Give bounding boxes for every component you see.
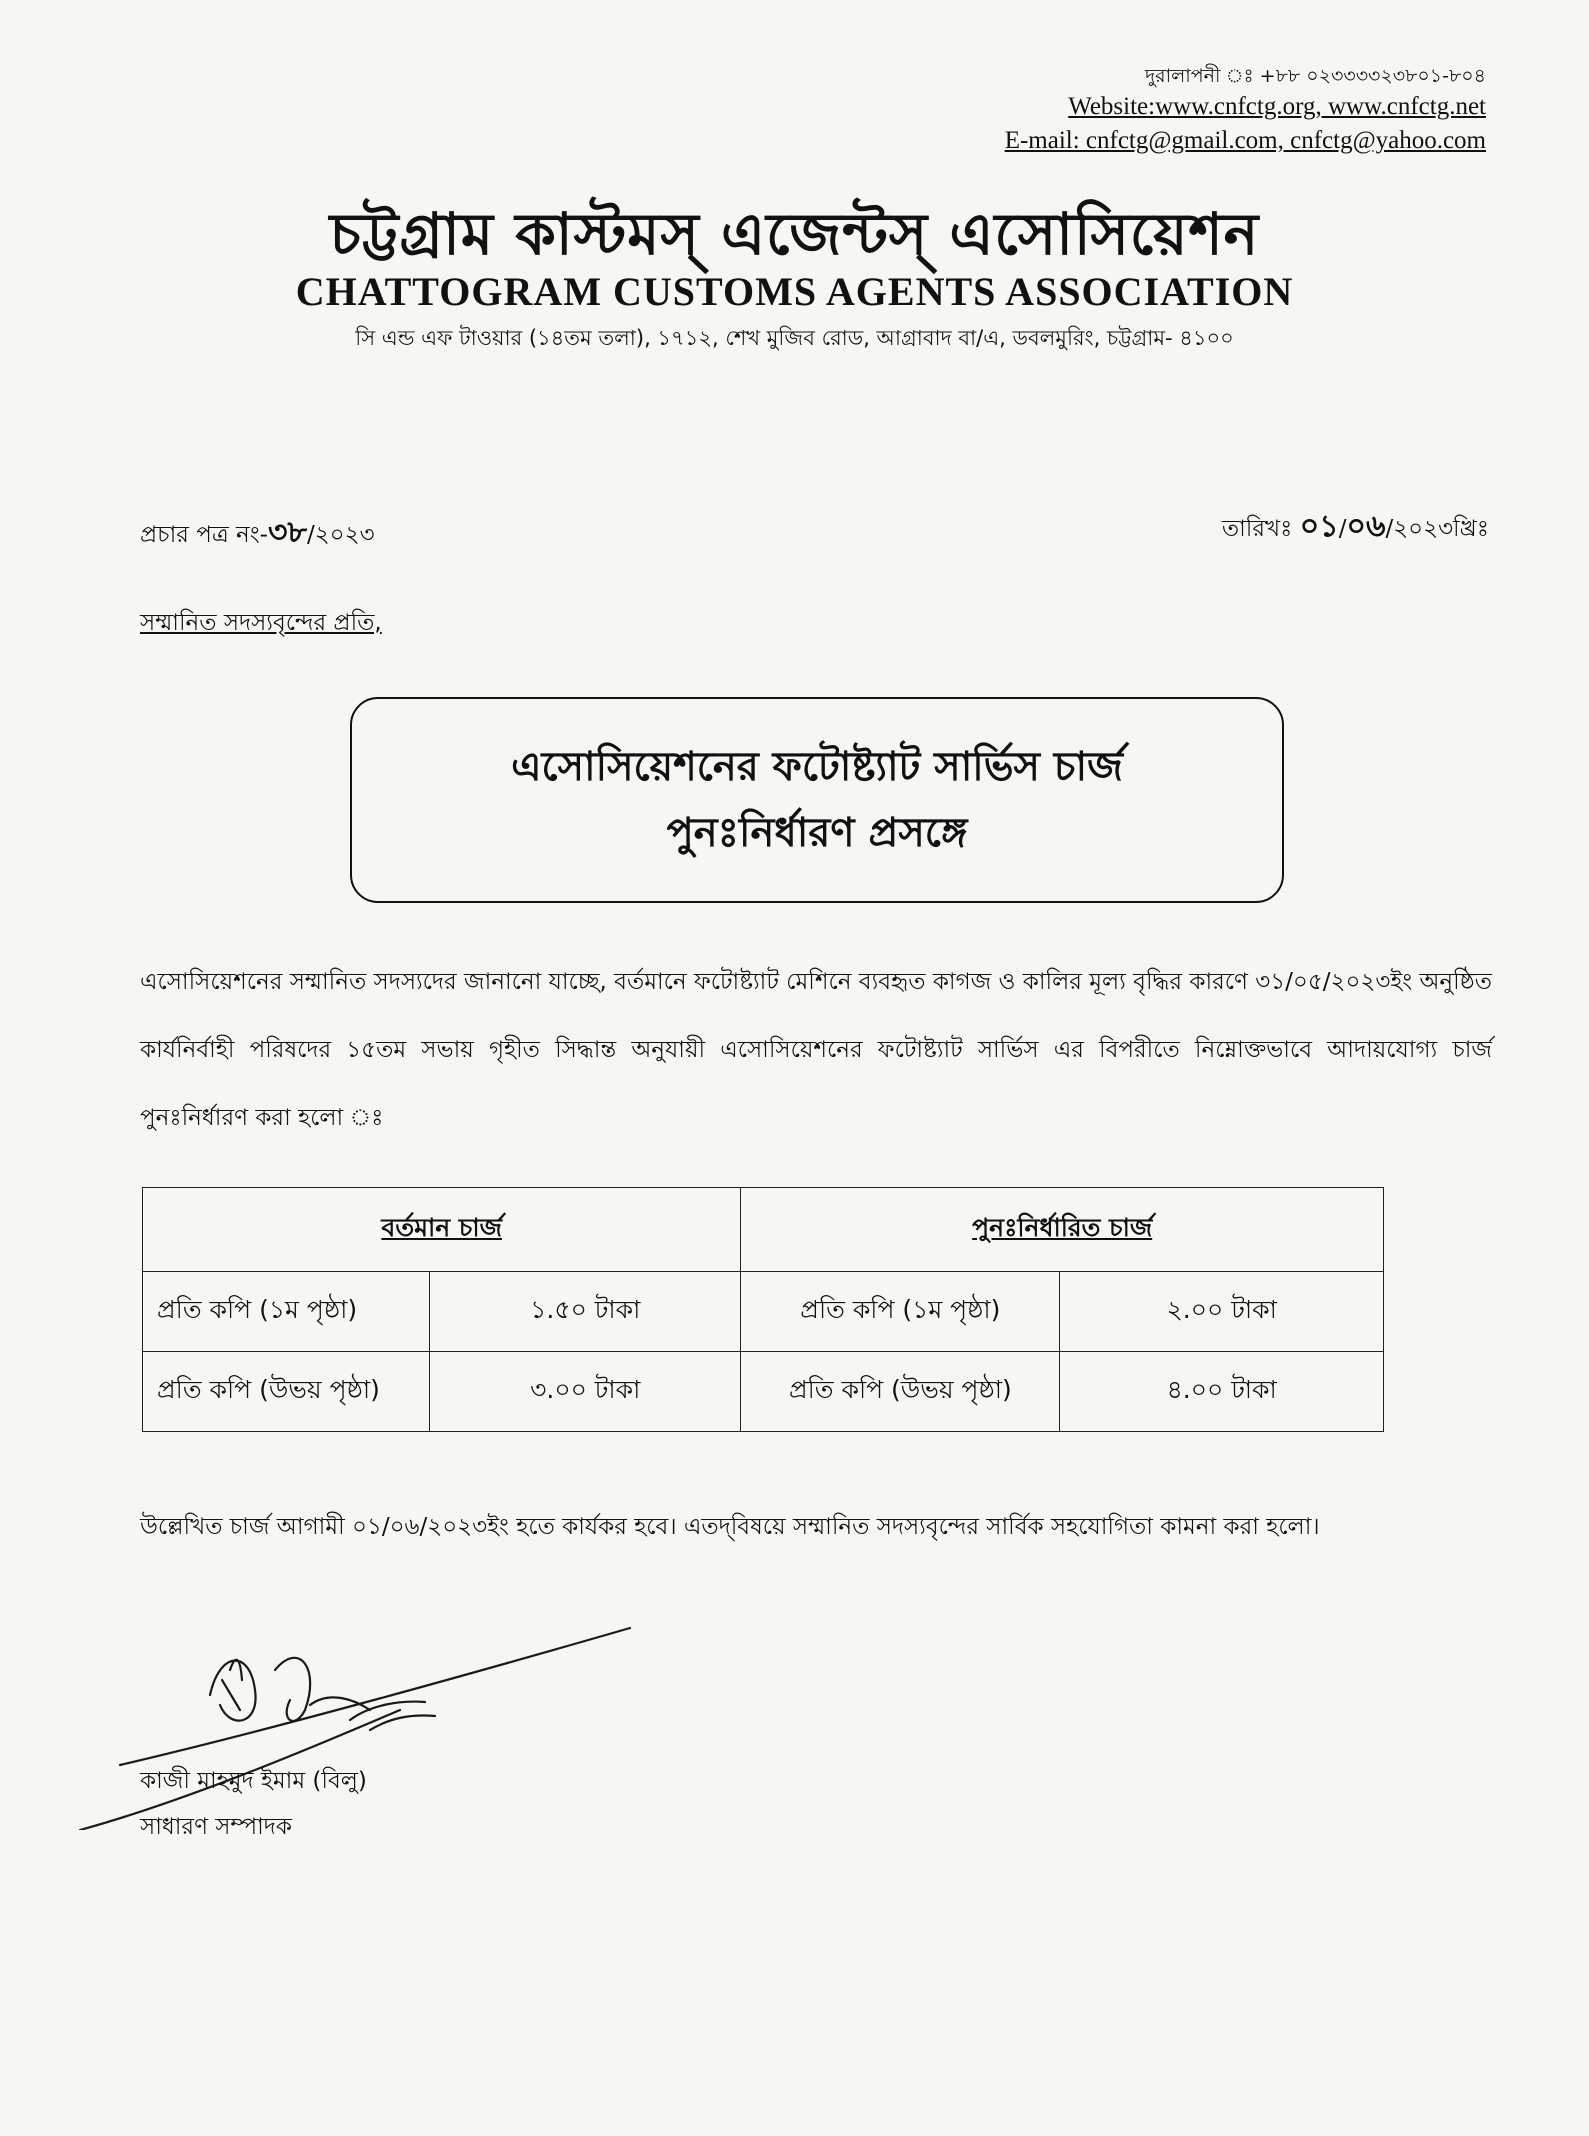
revised-label-cell: প্রতি কপি (১ম পৃষ্ঠা) bbox=[741, 1272, 1060, 1352]
header-current-charge: বর্তমান চার্জ bbox=[143, 1188, 741, 1272]
revised-value-cell: ৪.০০ টাকা bbox=[1060, 1352, 1384, 1432]
signatory-name: কাজী মাহমুদ ইমাম (বিলু) bbox=[140, 1768, 367, 1794]
current-value-cell: ৩.০০ টাকা bbox=[430, 1352, 741, 1432]
date-label: তারিখঃ bbox=[1221, 516, 1293, 542]
circular-number bbox=[140, 508, 375, 559]
email-link[interactable]: E-mail: cnfctg@gmail.com, cnfctg@yahoo.com bbox=[1004, 127, 1486, 154]
body-paragraph: এসোসিয়েশনের সম্মানিত সদস্যদের জানানো যাচ্ছে, বর্তমানে ফটোষ্ট্যাট মেশিনে ব্যবহৃত কাগজ ও কালির মূল্য বৃদ্ধির কারণে ৩১/০৫/২০২৩ইং অনুষ্ঠিত কার্যনির্বাহী পরিষদের ১৫তম সভায় গৃহীত সিদ্ধান্ত অনুযায়ী এসোসিয়েশনের ফটোষ্ট্যাট সার্ভিস এর বিপরীতে নিম্নোক্তভাবে আদায়যোগ্য চার্জ পুনঃনির্ধারণ করা হলো ঃ bbox=[140, 969, 1492, 1131]
subject-box bbox=[350, 697, 1284, 903]
website-link[interactable]: Website:www.cnfctg.org, www.cnfctg.net bbox=[1068, 93, 1486, 120]
table-row bbox=[143, 1272, 1384, 1352]
closing-paragraph: উল্লেখিত চার্জ আগামী ০১/০৬/২০২৩ইং হতে কার্যকর হবে। এতদ্‌বিষয়ে সম্মানিত সদস্যবৃন্দের সার্বিক সহযোগিতা কামনা করা হলো। bbox=[140, 1514, 1320, 1540]
table-row bbox=[143, 1352, 1384, 1432]
circular-number-handwritten: ৩৮ bbox=[267, 515, 307, 550]
date-month-handwritten: ০৬ bbox=[1346, 509, 1386, 544]
current-label-cell: প্রতি কপি (উভয় পৃষ্ঠা) bbox=[143, 1352, 430, 1432]
contact-block bbox=[1005, 62, 1486, 158]
circular-label: প্রচার পত্র নং- bbox=[140, 522, 268, 548]
letter-date: তারিখঃ ০১/০৬/২০২৩খ্রিঃ bbox=[1221, 509, 1489, 544]
table-header-row bbox=[143, 1188, 1384, 1272]
date-year: /২০২৩খ্রিঃ bbox=[1385, 516, 1489, 542]
current-label-cell: প্রতি কপি (১ম পৃষ্ঠা) bbox=[143, 1272, 430, 1352]
circular-year: /২০২৩ bbox=[306, 522, 375, 548]
phone-number: দুরালাপনী ঃ +৮৮ ০২৩৩৩৩২৩৮০১-৮০৪ bbox=[1145, 65, 1486, 87]
revised-label-cell: প্রতি কপি (উভয় পৃষ্ঠা) bbox=[741, 1352, 1060, 1432]
org-name-bangla: চট্টগ্রাম কাস্টমস্ এজেন্টস্ এসোসিয়েশন bbox=[329, 200, 1260, 268]
current-value-cell: ১.৫০ টাকা bbox=[430, 1272, 741, 1352]
salutation: সম্মানিত সদস্যবৃন্দের প্রতি, bbox=[140, 610, 382, 636]
subject-line-1: এসোসিয়েশনের ফটোষ্ট্যাট সার্ভিস চার্জ bbox=[511, 744, 1123, 790]
org-address: সি এন্ড এফ টাওয়ার (১৪তম তলা), ১৭১২, শেখ মুজিব রোড, আগ্রাবাদ বা/এ, ডবলমুরিং, চট্টগ্রাম- ৪১০০ bbox=[355, 326, 1234, 350]
signatory-title: সাধারণ সম্পাদক bbox=[140, 1814, 292, 1840]
date-day-handwritten: ০১ bbox=[1299, 509, 1339, 544]
charges-table bbox=[142, 1187, 1384, 1432]
header-revised-charge: পুনঃনির্ধারিত চার্জ bbox=[741, 1188, 1384, 1272]
subject-line-2: পুনঃনির্ধারণ প্রসঙ্গে bbox=[666, 810, 968, 856]
org-name-english: CHATTOGRAM CUSTOMS AGENTS ASSOCIATION bbox=[295, 269, 1294, 314]
revised-value-cell: ২.০০ টাকা bbox=[1060, 1272, 1384, 1352]
